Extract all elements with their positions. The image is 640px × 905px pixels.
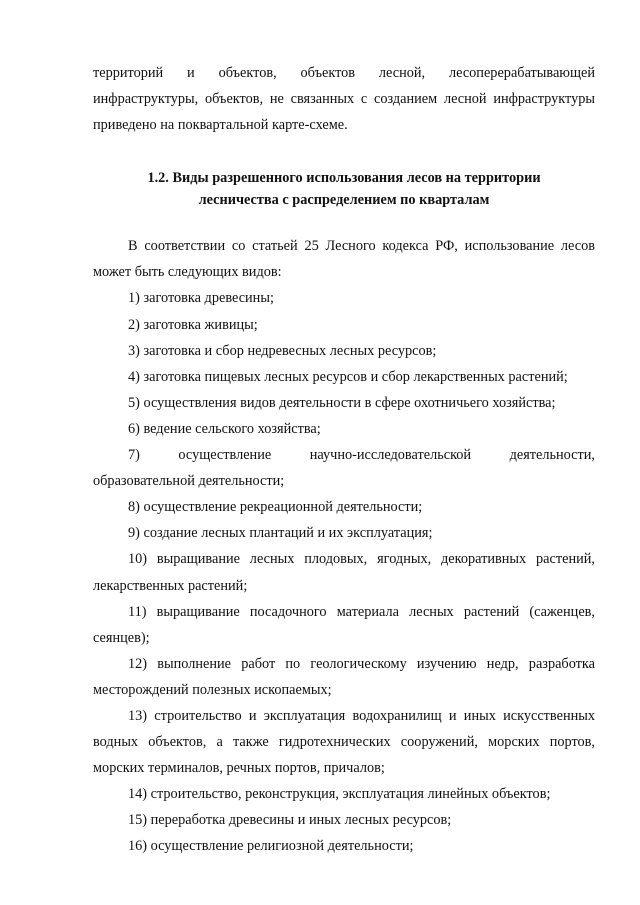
list-item: 5) осуществления видов деятельности в сфере охотничьего хозяйства; <box>128 394 556 411</box>
list-item: 3) заготовка и сбор недревесных лесных ресурсов; <box>128 342 437 359</box>
list-item: 11) выращивание посадочного материала лесных растений (саженцев, сеянцев); <box>93 603 595 646</box>
usage-types-list <box>93 285 595 859</box>
list-item: 9) создание лесных плантаций и их эксплуатация; <box>128 525 433 542</box>
list-item: 14) строительство, реконструкция, эксплуатация линейных объектов; <box>128 786 551 803</box>
list-item: 12) выполнение работ по геологическому изучению недр, разработка месторождений полезных ископаемых; <box>93 655 595 698</box>
document-page <box>93 60 595 860</box>
list-item: 13) строительство и эксплуатация водохранилищ и иных искусственных водных объектов, а также гидротехнических сооружений, морских портов, морских терминалов, речных портов, причалов; <box>93 707 595 777</box>
section-heading-line2: лесничества с распределением по кварталам <box>198 191 490 208</box>
list-item: 8) осуществление рекреационной деятельности; <box>128 499 423 516</box>
section-heading <box>93 168 595 211</box>
list-item: 7) осуществление научно-исследовательской деятельности, образовательной деятельности; <box>93 447 595 490</box>
list-item: 2) заготовка живицы; <box>128 316 258 333</box>
spacer <box>93 138 595 168</box>
spacer <box>93 211 595 233</box>
lead-paragraph: В соответствии со статьей 25 Лесного кодекса РФ, использование лесов может быть следующих видов: <box>93 238 595 281</box>
list-item: 4) заготовка пищевых лесных ресурсов и сбор лекарственных растений; <box>128 368 568 385</box>
intro-paragraph: территорий и объектов, объектов лесной, лесоперерабатывающей инфраструктуры, объектов, не связанных с созданием лесной инфраструктуры приведено на поквартальной карте-схеме. <box>93 65 595 134</box>
list-item: 10) выращивание лесных плодовых, ягодных, декоративных растений, лекарственных растений; <box>93 551 595 594</box>
list-item: 1) заготовка древесины; <box>128 290 274 307</box>
list-item: 15) переработка древесины и иных лесных ресурсов; <box>128 812 452 829</box>
section-heading-line1: 1.2. Виды разрешенного использования лесов на территории <box>147 170 541 187</box>
list-item: 16) осуществление религиозной деятельности; <box>128 838 414 855</box>
list-item: 6) ведение сельского хозяйства; <box>128 420 321 437</box>
